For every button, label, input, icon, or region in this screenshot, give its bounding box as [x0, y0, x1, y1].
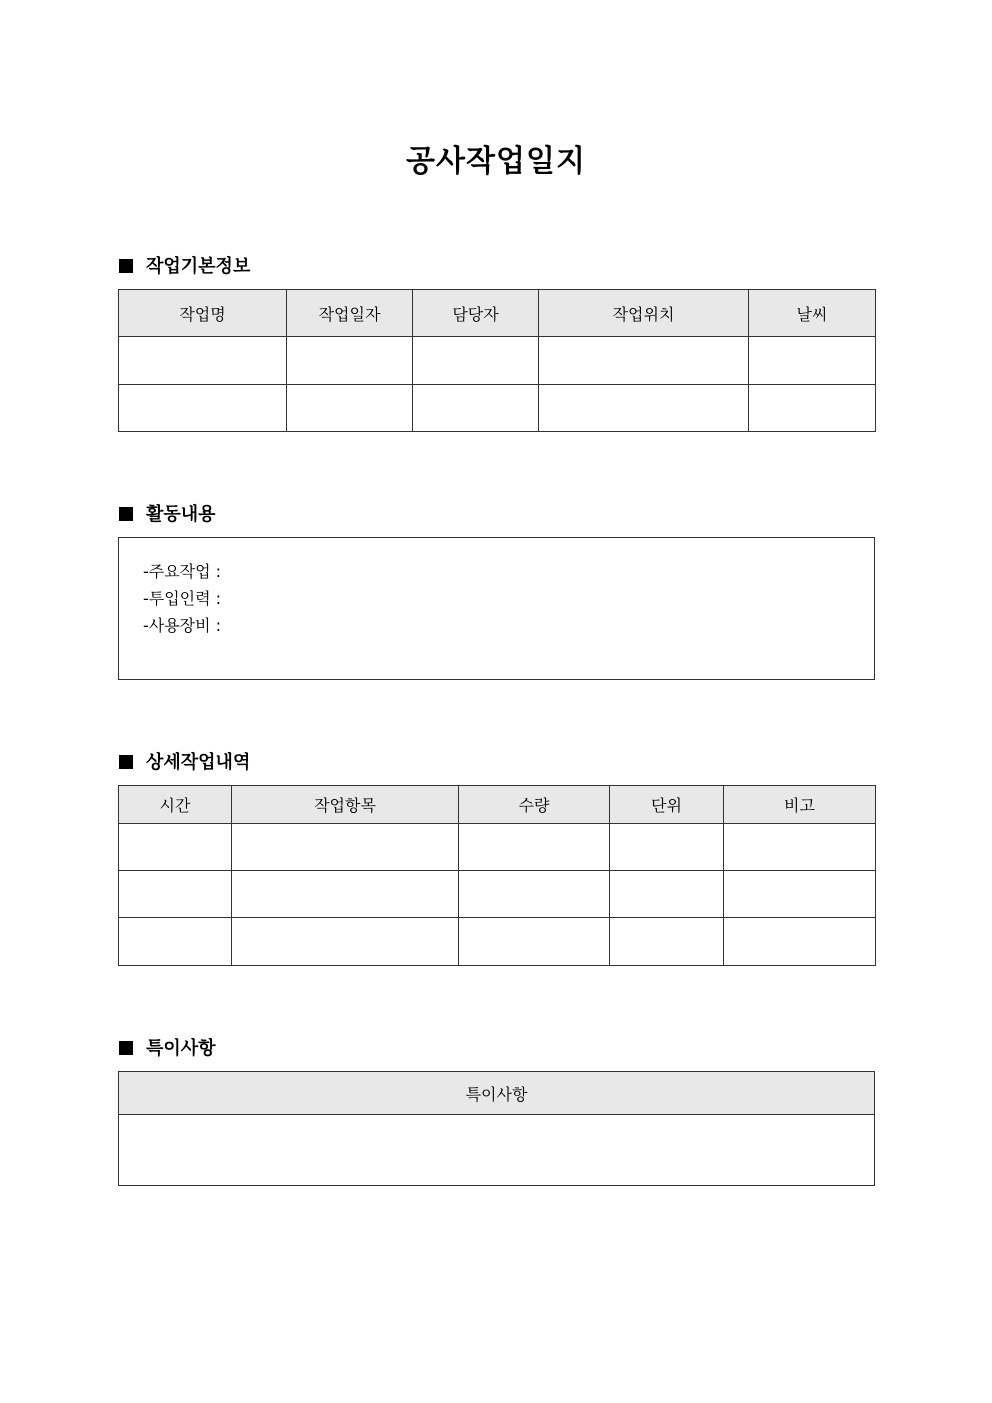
manpower-line: -투입인력 :	[143, 589, 222, 608]
activity-heading	[119, 501, 216, 525]
table-header-row	[119, 290, 876, 337]
column-header-weather: 날씨	[749, 290, 876, 337]
table-cell[interactable]	[119, 871, 232, 918]
basic-info-heading	[119, 253, 250, 277]
square-bullet-icon	[119, 1041, 133, 1055]
table-cell[interactable]	[232, 918, 459, 966]
table-cell[interactable]	[413, 385, 539, 432]
details-heading-text: 상세작업내역	[146, 752, 251, 773]
column-header-remarks: 특이사항	[119, 1072, 875, 1115]
table-cell[interactable]	[724, 871, 876, 918]
table-cell[interactable]	[539, 385, 749, 432]
table-cell[interactable]	[610, 824, 724, 871]
activity-heading-text: 활동내용	[146, 504, 216, 525]
table-row	[119, 871, 876, 918]
square-bullet-icon	[119, 259, 133, 273]
remarks-heading-text: 특이사항	[146, 1038, 216, 1059]
table-cell[interactable]	[287, 337, 413, 385]
table-cell[interactable]	[459, 918, 610, 966]
table-row	[119, 1115, 875, 1186]
activity-content-box[interactable]	[118, 537, 875, 680]
square-bullet-icon	[119, 507, 133, 521]
table-row	[119, 918, 876, 966]
column-header-quantity: 수량	[459, 786, 610, 824]
table-row	[119, 385, 876, 432]
column-header-location: 작업위치	[539, 290, 749, 337]
details-table	[118, 785, 876, 966]
document-title: 공사작업일지	[406, 144, 586, 179]
main-work-line: -주요작업 :	[143, 562, 222, 581]
table-cell[interactable]	[119, 918, 232, 966]
equipment-line: -사용장비 :	[143, 616, 222, 635]
table-cell[interactable]	[749, 337, 876, 385]
table-cell[interactable]	[459, 824, 610, 871]
table-cell[interactable]	[610, 871, 724, 918]
column-header-time: 시간	[119, 786, 232, 824]
table-cell[interactable]	[539, 337, 749, 385]
table-row	[119, 337, 876, 385]
table-cell[interactable]	[724, 918, 876, 966]
basic-info-heading-text: 작업기본정보	[146, 256, 251, 277]
basic-info-table	[118, 289, 876, 432]
column-header-unit: 단위	[610, 786, 724, 824]
table-cell[interactable]	[232, 824, 459, 871]
table-cell[interactable]	[119, 385, 287, 432]
remarks-table	[118, 1071, 875, 1186]
table-cell[interactable]	[232, 871, 459, 918]
column-header-note: 비고	[724, 786, 876, 824]
table-cell[interactable]	[413, 337, 539, 385]
table-cell[interactable]	[724, 824, 876, 871]
table-row	[119, 824, 876, 871]
table-cell[interactable]	[459, 871, 610, 918]
table-cell[interactable]	[749, 385, 876, 432]
table-header-row	[119, 1072, 875, 1115]
table-cell[interactable]	[610, 918, 724, 966]
column-header-work-date: 작업일자	[287, 290, 413, 337]
square-bullet-icon	[119, 755, 133, 769]
column-header-manager: 담당자	[413, 290, 539, 337]
remarks-heading	[119, 1035, 216, 1059]
remarks-cell[interactable]	[119, 1115, 875, 1186]
table-cell[interactable]	[287, 385, 413, 432]
table-cell[interactable]	[119, 824, 232, 871]
details-heading	[119, 749, 250, 773]
table-cell[interactable]	[119, 337, 287, 385]
column-header-work-name: 작업명	[119, 290, 287, 337]
column-header-work-item: 작업항목	[232, 786, 459, 824]
table-header-row	[119, 786, 876, 824]
